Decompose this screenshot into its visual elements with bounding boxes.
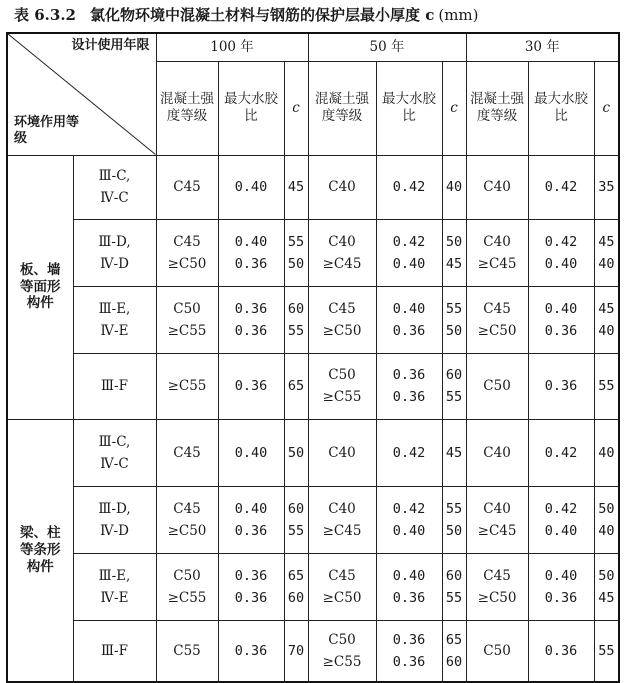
- strength-cell: [156, 286, 218, 353]
- env-grade-text: Ⅲ-E,: [98, 300, 131, 317]
- cover-cell: [594, 353, 619, 419]
- strength-cell: [156, 486, 218, 553]
- cover-cell-value: 70: [287, 642, 305, 659]
- cover-cell-value: 50: [445, 322, 463, 339]
- strength-cell: [308, 486, 376, 553]
- wc-ratio-cell-value: 0.40: [544, 522, 578, 539]
- strength-cell-value: C40: [483, 500, 511, 517]
- strength-cell-value: C40: [483, 233, 511, 250]
- cover-cell-value: 60: [445, 653, 463, 670]
- env-grade-cell: [73, 553, 156, 620]
- wc-ratio-cell: [528, 155, 594, 219]
- env-grade-text: Ⅲ-D,: [98, 500, 131, 517]
- wc-ratio-cell: [218, 353, 284, 419]
- wc-ratio-cell: [528, 286, 594, 353]
- wc-ratio-cell-value: 0.40: [392, 300, 426, 317]
- cover-cell-value: 60: [287, 300, 305, 317]
- wc-ratio-cell-value: 0.42: [544, 179, 578, 195]
- year-30-header: 30 年: [466, 33, 619, 61]
- table-row: [7, 486, 619, 553]
- strength-header: 混凝土强度等级: [308, 61, 376, 155]
- cover-cell-value: 50: [598, 567, 615, 584]
- cover-cell: [284, 219, 308, 286]
- wc-ratio-cell: [376, 155, 442, 219]
- env-grade-text: Ⅲ-C,: [98, 168, 131, 184]
- strength-cell: [466, 419, 528, 486]
- strength-cell-value: C40: [328, 179, 356, 195]
- strength-cell: [466, 219, 528, 286]
- strength-cell-value: C45: [328, 300, 356, 317]
- wc-ratio-cell-value: 0.42: [544, 500, 578, 517]
- cover-cell: [442, 620, 466, 682]
- cover-cell: [594, 419, 619, 486]
- cover-cell: [594, 155, 619, 219]
- cover-cell-value: 50: [287, 444, 305, 461]
- corner-header: [7, 33, 156, 155]
- wc-ratio-cell-value: 0.42: [392, 179, 426, 195]
- strength-cell-value: C45: [173, 179, 201, 195]
- cover-cell: [284, 286, 308, 353]
- strength-cell: [156, 419, 218, 486]
- cover-cell: [594, 219, 619, 286]
- strength-cell-value: C50: [328, 631, 356, 648]
- wc-header: 最大水胶比: [528, 61, 594, 155]
- cover-cell: [594, 553, 619, 620]
- strength-cell-value: ≥C50: [477, 322, 517, 339]
- cover-cell: [442, 155, 466, 219]
- wc-ratio-cell: [528, 553, 594, 620]
- wc-ratio-cell: [218, 286, 284, 353]
- strength-cell-value: C45: [173, 233, 201, 250]
- cover-cell-value: 65: [287, 567, 305, 584]
- strength-cell-value: C40: [483, 444, 511, 461]
- env-grade-text: Ⅲ-D,: [98, 233, 131, 250]
- strength-cell: [156, 155, 218, 219]
- cover-cell: [284, 353, 308, 419]
- member-group-label: 梁、柱等条形构件: [7, 419, 73, 682]
- wc-ratio-cell: [376, 419, 442, 486]
- cover-cell-value: 40: [445, 179, 463, 195]
- env-grade-text: Ⅳ-E: [100, 589, 129, 606]
- wc-ratio-cell: [376, 219, 442, 286]
- strength-cell-value: C45: [483, 300, 511, 317]
- cover-cell-value: 45: [445, 444, 463, 461]
- wc-header: 最大水胶比: [376, 61, 442, 155]
- table-row: [7, 553, 619, 620]
- wc-ratio-cell-value: 0.36: [234, 642, 268, 659]
- cover-cell-value: 40: [598, 322, 615, 339]
- wc-ratio-cell: [528, 353, 594, 419]
- env-grade-cell: [73, 620, 156, 682]
- cover-cell: [284, 155, 308, 219]
- strength-cell-value: ≥C55: [322, 653, 362, 670]
- wc-ratio-cell-value: 0.36: [392, 653, 426, 670]
- cover-cell-value: 40: [598, 522, 615, 539]
- table-row: [7, 219, 619, 286]
- cover-cell: [594, 486, 619, 553]
- cover-cell-value: 45: [598, 300, 615, 317]
- strength-cell-value: ≥C55: [167, 589, 207, 606]
- wc-ratio-cell-value: 0.36: [392, 367, 426, 383]
- wc-ratio-cell-value: 0.40: [544, 300, 578, 317]
- strength-cell-value: C40: [328, 500, 356, 517]
- strength-cell: [466, 620, 528, 682]
- strength-cell-value: ≥C50: [322, 322, 362, 339]
- cover-cell-value: 35: [598, 179, 615, 195]
- strength-cell-value: C50: [483, 642, 511, 659]
- strength-cell-value: C40: [483, 179, 511, 195]
- wc-ratio-cell-value: 0.36: [234, 255, 268, 272]
- cover-cell-value: 40: [598, 444, 615, 461]
- wc-ratio-cell-value: 0.40: [392, 522, 426, 539]
- table-row: [7, 286, 619, 353]
- cover-cell-value: 55: [287, 233, 305, 250]
- strength-cell: [308, 286, 376, 353]
- cover-cell-value: 50: [445, 233, 463, 250]
- wc-ratio-cell-value: 0.42: [392, 233, 426, 250]
- wc-ratio-cell-value: 0.36: [234, 522, 268, 539]
- table-row: [7, 620, 619, 682]
- table-row: [7, 419, 619, 486]
- cover-cell: [442, 553, 466, 620]
- cover-cell-value: 45: [598, 589, 615, 606]
- cover-cell: [442, 353, 466, 419]
- wc-ratio-cell: [528, 219, 594, 286]
- cover-cell-value: 60: [287, 589, 305, 606]
- cover-cell-value: 65: [445, 631, 463, 648]
- strength-cell-value: ≥C50: [477, 589, 517, 606]
- cover-cell: [442, 486, 466, 553]
- cover-cell-value: 55: [445, 300, 463, 317]
- env-grade-text: Ⅳ-D: [100, 255, 129, 272]
- strength-cell-value: C45: [483, 567, 511, 584]
- strength-cell: [308, 219, 376, 286]
- strength-cell-value: ≥C50: [322, 589, 362, 606]
- table-row: [7, 155, 619, 219]
- env-grade-text: Ⅲ-C,: [98, 433, 131, 450]
- wc-ratio-cell-value: 0.42: [544, 444, 578, 461]
- strength-cell: [156, 353, 218, 419]
- cover-cell: [284, 553, 308, 620]
- env-grade-cell: [73, 419, 156, 486]
- wc-ratio-cell: [376, 553, 442, 620]
- wc-ratio-cell: [218, 620, 284, 682]
- design-life-label: 设计使用年限: [71, 38, 150, 53]
- strength-cell: [466, 553, 528, 620]
- cover-cell-value: 55: [445, 589, 463, 606]
- strength-cell: [156, 620, 218, 682]
- env-grade-cell: [73, 155, 156, 219]
- strength-cell: [308, 553, 376, 620]
- strength-cell: [156, 553, 218, 620]
- strength-cell-value: ≥C45: [322, 522, 362, 539]
- strength-cell-value: C50: [173, 300, 201, 317]
- strength-cell-value: ≥C55: [322, 389, 362, 405]
- cover-cell: [594, 620, 619, 682]
- strength-cell-value: ≥C55: [167, 378, 207, 394]
- env-grade-cell: [73, 486, 156, 553]
- wc-ratio-cell-value: 0.36: [544, 378, 578, 394]
- table-caption: 氯化物环境中混凝土材料与钢筋的保护层最小厚度 c: [89, 6, 435, 24]
- wc-ratio-cell: [376, 353, 442, 419]
- strength-header: 混凝土强度等级: [156, 61, 218, 155]
- table-title: [14, 4, 614, 26]
- cover-cell: [284, 486, 308, 553]
- wc-ratio-cell: [218, 486, 284, 553]
- wc-header: 最大水胶比: [218, 61, 284, 155]
- cover-thickness-table: [6, 32, 620, 683]
- cover-cell-value: 65: [287, 378, 305, 394]
- wc-ratio-cell-value: 0.36: [234, 589, 268, 606]
- env-grade-text: Ⅲ-E,: [98, 567, 131, 584]
- wc-ratio-cell-value: 0.36: [234, 378, 268, 394]
- wc-ratio-cell: [218, 553, 284, 620]
- strength-cell-value: C55: [173, 642, 201, 659]
- wc-ratio-cell: [218, 155, 284, 219]
- cover-cell-value: 55: [287, 522, 305, 539]
- table-body: [7, 155, 619, 682]
- wc-ratio-cell: [218, 219, 284, 286]
- table-row: [7, 353, 619, 419]
- table-number: 表 6.3.2: [14, 6, 76, 24]
- wc-ratio-cell-value: 0.36: [544, 322, 578, 339]
- year-50-header: 50 年: [308, 33, 466, 61]
- cover-cell-value: 55: [598, 378, 615, 394]
- strength-cell-value: ≥C50: [167, 255, 207, 272]
- wc-ratio-cell: [376, 620, 442, 682]
- wc-ratio-cell-value: 0.36: [392, 631, 426, 648]
- strength-cell-value: ≥C55: [167, 322, 207, 339]
- wc-ratio-cell-value: 0.40: [544, 255, 578, 272]
- env-grade-cell: [73, 286, 156, 353]
- wc-ratio-cell: [528, 486, 594, 553]
- wc-ratio-cell-value: 0.36: [234, 322, 268, 339]
- wc-ratio-cell-value: 0.40: [234, 179, 268, 195]
- env-grade-text: Ⅳ-D: [100, 522, 129, 539]
- strength-cell-value: C45: [328, 567, 356, 584]
- cover-cell: [442, 419, 466, 486]
- cover-cell-value: 55: [445, 389, 463, 405]
- wc-ratio-cell-value: 0.42: [392, 500, 426, 517]
- strength-cell-value: C45: [173, 444, 201, 461]
- wc-ratio-cell-value: 0.36: [234, 300, 268, 317]
- wc-ratio-cell-value: 0.40: [392, 567, 426, 584]
- cover-cell-value: 55: [287, 322, 305, 339]
- strength-cell-value: C45: [173, 500, 201, 517]
- cover-cell: [284, 620, 308, 682]
- strength-cell: [466, 486, 528, 553]
- cover-cell-value: 55: [598, 642, 615, 659]
- wc-ratio-cell: [218, 419, 284, 486]
- wc-ratio-cell-value: 0.40: [234, 233, 268, 250]
- wc-ratio-cell-value: 0.36: [392, 322, 426, 339]
- strength-cell: [156, 219, 218, 286]
- wc-ratio-cell-value: 0.40: [392, 255, 426, 272]
- strength-cell: [308, 419, 376, 486]
- wc-ratio-cell-value: 0.40: [234, 500, 268, 517]
- strength-cell-value: ≥C45: [477, 255, 517, 272]
- env-grade-text: Ⅲ-F: [101, 642, 128, 659]
- cover-header: c: [284, 61, 308, 155]
- wc-ratio-cell: [528, 419, 594, 486]
- cover-cell-value: 50: [598, 500, 615, 517]
- cover-cell-value: 50: [287, 255, 305, 272]
- wc-ratio-cell-value: 0.36: [234, 567, 268, 584]
- cover-header: c: [442, 61, 466, 155]
- cover-cell-value: 45: [287, 179, 305, 195]
- wc-ratio-cell: [376, 486, 442, 553]
- cover-cell-value: 40: [598, 255, 615, 272]
- cover-cell: [594, 286, 619, 353]
- strength-cell: [466, 155, 528, 219]
- wc-ratio-cell-value: 0.36: [392, 589, 426, 606]
- wc-ratio-cell: [376, 286, 442, 353]
- strength-cell: [308, 155, 376, 219]
- env-grade-text: Ⅲ-F: [101, 378, 128, 394]
- cover-cell: [442, 286, 466, 353]
- strength-cell: [308, 353, 376, 419]
- strength-cell-value: ≥C45: [322, 255, 362, 272]
- cover-cell-value: 60: [287, 500, 305, 517]
- strength-header: 混凝土强度等级: [466, 61, 528, 155]
- cover-cell: [442, 219, 466, 286]
- wc-ratio-cell-value: 0.42: [392, 444, 426, 461]
- strength-cell-value: C50: [173, 567, 201, 584]
- year-100-header: 100 年: [156, 33, 308, 61]
- env-grade-text: Ⅳ-E: [100, 322, 129, 339]
- wc-ratio-cell-value: 0.40: [544, 567, 578, 584]
- strength-cell: [308, 620, 376, 682]
- env-grade-text: Ⅳ-C: [100, 455, 129, 472]
- strength-cell-value: C50: [328, 367, 356, 383]
- cover-cell-value: 55: [445, 500, 463, 517]
- member-group-label: 板、墙等面形构件: [7, 155, 73, 419]
- wc-ratio-cell-value: 0.36: [544, 642, 578, 659]
- env-grade-cell: [73, 219, 156, 286]
- wc-ratio-cell-value: 0.36: [392, 389, 426, 405]
- wc-ratio-cell-value: 0.36: [544, 589, 578, 606]
- strength-cell-value: ≥C45: [477, 522, 517, 539]
- cover-header: c: [594, 61, 619, 155]
- strength-cell: [466, 353, 528, 419]
- wc-ratio-cell-value: 0.42: [544, 233, 578, 250]
- cover-cell-value: 45: [445, 255, 463, 272]
- cover-cell-value: 45: [598, 233, 615, 250]
- strength-cell-value: C50: [483, 378, 511, 394]
- cover-cell-value: 50: [445, 522, 463, 539]
- cover-cell-value: 60: [445, 567, 463, 584]
- wc-ratio-cell: [528, 620, 594, 682]
- cover-cell-value: 60: [445, 367, 463, 383]
- cover-cell: [284, 419, 308, 486]
- strength-cell-value: C40: [328, 444, 356, 461]
- env-grade-text: Ⅳ-C: [100, 190, 129, 206]
- env-grade-cell: [73, 353, 156, 419]
- strength-cell-value: C40: [328, 233, 356, 250]
- table-unit: (mm): [438, 6, 479, 24]
- strength-cell: [466, 286, 528, 353]
- strength-cell-value: ≥C50: [167, 522, 207, 539]
- env-grade-label: 环境作用等级: [14, 115, 80, 146]
- wc-ratio-cell-value: 0.40: [234, 444, 268, 461]
